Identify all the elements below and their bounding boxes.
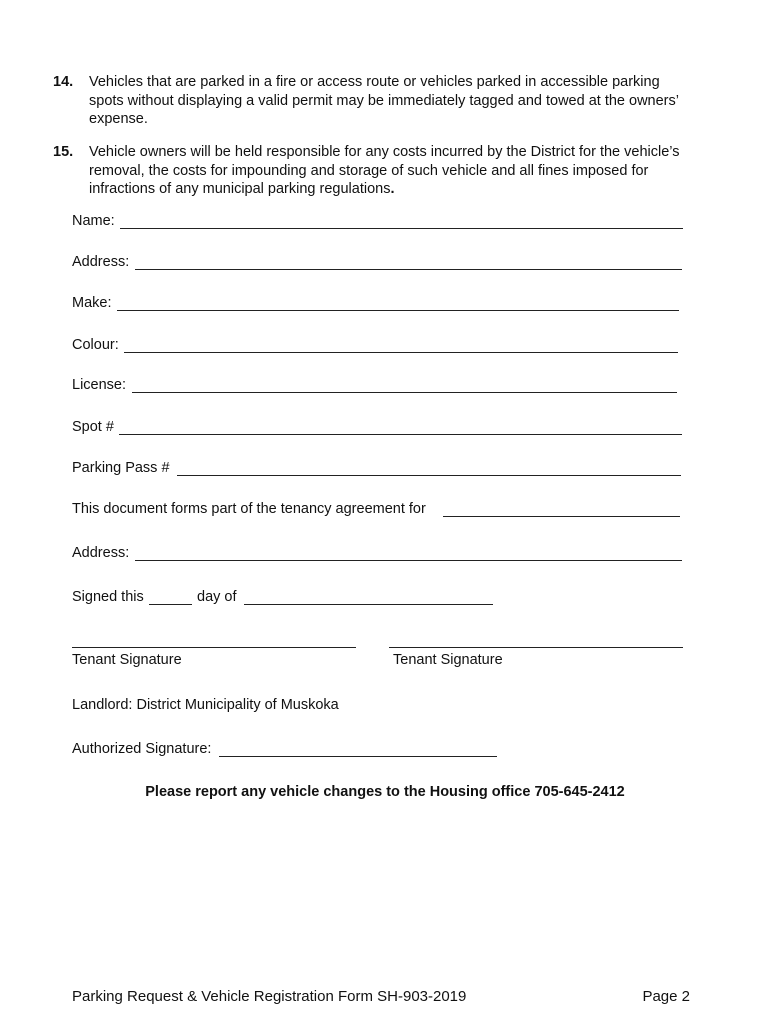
day-of-field: [197, 588, 237, 606]
spot-blank[interactable]: [119, 434, 682, 435]
day-of-label: day of: [197, 589, 237, 605]
parking-pass-label: Parking Pass #: [72, 460, 170, 476]
clause-number: 15.: [53, 144, 74, 160]
tenant-signature-line-right[interactable]: [389, 647, 683, 648]
footer-page-number: Page 2: [642, 988, 690, 1005]
make-blank[interactable]: [117, 310, 679, 311]
authorized-signature-blank[interactable]: [219, 756, 497, 757]
tenant-signature-line-left[interactable]: [72, 647, 356, 648]
colour-field: [72, 336, 119, 354]
license-blank[interactable]: [132, 392, 677, 393]
name-blank[interactable]: [120, 228, 683, 229]
address-field: [72, 253, 129, 271]
clause-number: 14.: [53, 74, 74, 90]
tenancy-field: [72, 500, 426, 518]
address-label: Address:: [72, 254, 130, 270]
clause-15: [53, 143, 693, 199]
clause-text: Vehicles that are parked in a fire or access route or vehicles parked in accessible parking spots without displaying a valid permit may be immediately tagged and towed at the owners’ expense.: [89, 74, 679, 127]
signed-this-field: [72, 588, 144, 606]
footer-form-title: Parking Request & Vehicle Registration Form SH-903-2019: [72, 988, 467, 1005]
landlord-label: Landlord: District Municipality of Muskoka: [72, 697, 339, 713]
parking-pass-field: [72, 459, 170, 477]
license-field: [72, 376, 126, 394]
signed-month-blank[interactable]: [244, 604, 493, 605]
colour-label: Colour:: [72, 337, 119, 353]
tenant-signature-label-left: Tenant Signature: [72, 652, 182, 668]
address-blank[interactable]: [135, 269, 682, 270]
parking-pass-blank[interactable]: [177, 475, 681, 476]
make-field: [72, 294, 112, 312]
clause-text-wrapper: [89, 143, 693, 199]
colour-blank[interactable]: [124, 352, 678, 353]
spot-field: [72, 418, 114, 436]
address2-field: [72, 544, 129, 562]
clause-period: .: [390, 181, 395, 197]
tenancy-blank[interactable]: [443, 516, 680, 517]
authorized-signature-field: [72, 740, 211, 758]
name-label: Name:: [72, 213, 115, 229]
spot-label: Spot #: [72, 419, 114, 435]
authorized-signature-label: Authorized Signature:: [72, 741, 212, 757]
address2-label: Address:: [72, 545, 130, 561]
clause-text: Vehicle owners will be held responsible for any costs incurred by the District for the vehicle’s removal, the costs for impounding and storage of such vehicle and all fines imposed for infractions of any municipal parking regulations: [89, 144, 680, 197]
license-label: License:: [72, 377, 127, 393]
signed-this-label: Signed this: [72, 589, 144, 605]
address2-blank[interactable]: [135, 560, 682, 561]
name-field: [72, 212, 115, 230]
vehicle-change-notice: Please report any vehicle changes to the Housing office 705-645-2412: [145, 784, 625, 800]
clause-14: [53, 73, 693, 129]
signed-day-blank[interactable]: [149, 604, 192, 605]
tenant-signature-label-right: Tenant Signature: [393, 652, 503, 668]
make-label: Make:: [72, 295, 112, 311]
tenancy-label: This document forms part of the tenancy agreement for: [72, 501, 426, 517]
